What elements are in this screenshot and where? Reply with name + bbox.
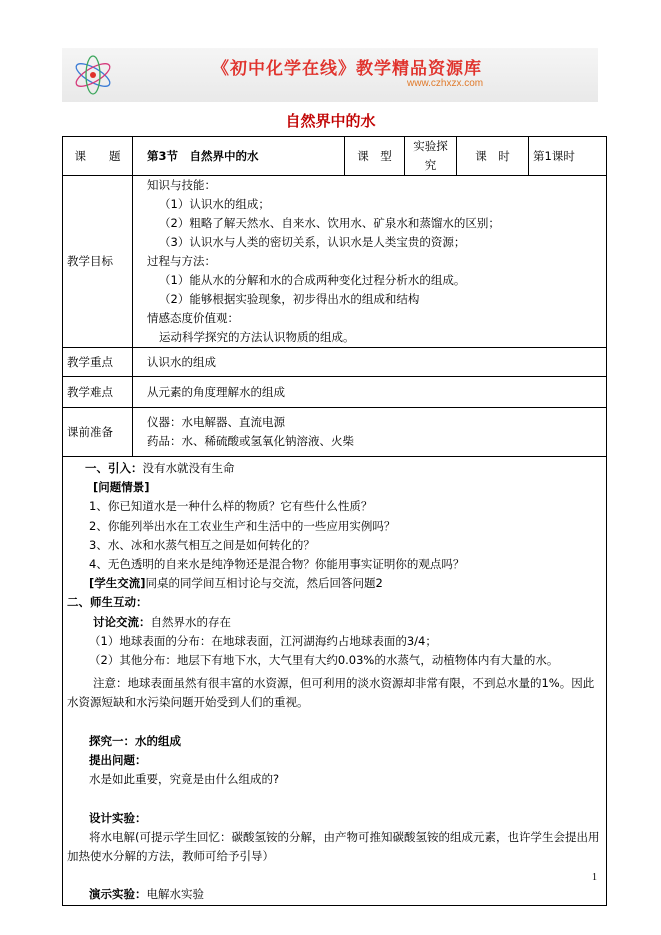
type-value: 实验探究 [405,137,457,176]
situation-label: [问题情景] [93,480,150,495]
lesson-plan-table [62,136,607,906]
spacer [67,789,602,808]
topic-value: 第3节 自然界中的水 [133,137,345,176]
spacer [67,866,602,885]
question-item: 1、你已知道水是一种什么样的物质？它有些什么性质？ [89,499,373,514]
objective-line: 运动科学探究的方法认识物质的组成。 [159,330,355,344]
objective-line: （2）能够根据实验现象，初步得出水的组成和结构 [159,292,420,306]
exchange-text: 同桌的同学间互相讨论与交流，然后回答问题2 [145,576,383,591]
objective-line: 过程与方法： [147,254,216,268]
note-text: 注意：地球表面虽然有很丰富的水资源，但可利用的淡水资源却非常有限，不到总水量的1%。因此水资源短缺和水污染问题开始受到人们的重视。 [67,676,595,710]
period-value: 第1课时 [529,137,607,176]
preparation-label: 课前准备 [63,408,133,457]
objectives-row [63,176,607,348]
difficulty-label: 教学难点 [63,377,133,408]
objective-line: （2）粗略了解天然水、自来水、饮用水、矿泉水和蒸馏水的区别； [159,216,500,230]
process-row [63,457,607,906]
page-number: 1 [592,872,597,883]
preparation-line: 仪器：水电解器、直流电源 [147,415,285,429]
objective-line: （1）能从水的分解和水的合成两种变化过程分析水的组成。 [159,273,466,287]
preparation-row [63,408,607,457]
difficulty-value: 从元素的角度理解水的组成 [133,377,607,408]
other-distribution: （2）其他分布：地层下有地下水，大气里有大约0.03%的水蒸气，动植物体内有大量的水。 [89,653,559,668]
question-item: 4、无色透明的自来水是纯净物还是混合物？你能用事实证明你的观点吗？ [89,557,465,572]
question-item: 2、你能列举出水在工农业生产和生活中的一些应用实例吗？ [89,518,396,533]
exchange-line [67,574,602,593]
intro-line [67,459,602,478]
difficulty-row [63,377,607,408]
intro-title: 一、引入： [85,461,143,475]
interaction-title: 二、师生互动： [67,595,148,610]
question-item: 3、水、冰和水蒸气相互之间是如何转化的？ [89,537,315,552]
topic-label: 课 题 [63,137,133,176]
key-point-label: 教学重点 [63,348,133,377]
header-row [63,137,607,176]
key-point-value: 认识水的组成 [133,348,607,377]
objective-line: （3）认识水与人类的密切关系，认识水是人类宝贵的资源； [159,235,466,249]
preparation-content [133,408,607,457]
document-title: 自然界中的水 [285,112,376,130]
ask-text: 水是如此重要，究竟是由什么组成的? [89,772,280,787]
spacer [67,713,602,732]
explore-title: 探究一：水的组成 [89,733,181,748]
molecule-logo-icon [70,52,116,98]
ask-label: 提出问题： [89,753,147,768]
teaching-process [63,457,607,906]
discussion-line [67,613,602,632]
key-point-row [63,348,607,377]
type-label: 课 型 [345,137,405,176]
demo-text: 电解水实验 [146,887,204,902]
discussion-label: 讨论交流： [93,614,151,629]
exchange-label: [学生交流] [89,576,146,591]
banner-url[interactable]: www.czhxzx.com [407,78,484,89]
objective-line: 情感态度价值观： [147,311,239,325]
discussion-text: 自然界水的存在 [150,614,231,629]
objectives-content [133,176,607,348]
demo-label: 演示实验： [89,887,147,902]
intro-text: 没有水就没有生命 [142,461,235,475]
demo-line [67,885,602,904]
design-label: 设计实验： [89,810,147,825]
header-banner [62,48,598,102]
preparation-line: 药品：水、稀硫酸或氢氧化钠溶液、火柴 [147,434,354,448]
period-label: 课 时 [457,137,529,176]
surface-distribution: （1）地球表面的分布：在地球表面，江河湖海约占地球表面的3/4； [89,633,437,648]
objective-line: 知识与技能： [147,178,216,192]
objective-line: （1）认识水的组成； [159,197,270,211]
design-text: 将水电解(可提示学生回忆：碳酸氢铵的分解，由产物可推知碳酸氢铵的组成元素，也许学生会提出用加热使水分解的方法，教师可给予引导） [67,829,600,864]
objectives-label: 教学目标 [63,176,133,348]
banner-title: 《初中化学在线》教学精品资源库 [212,59,482,79]
